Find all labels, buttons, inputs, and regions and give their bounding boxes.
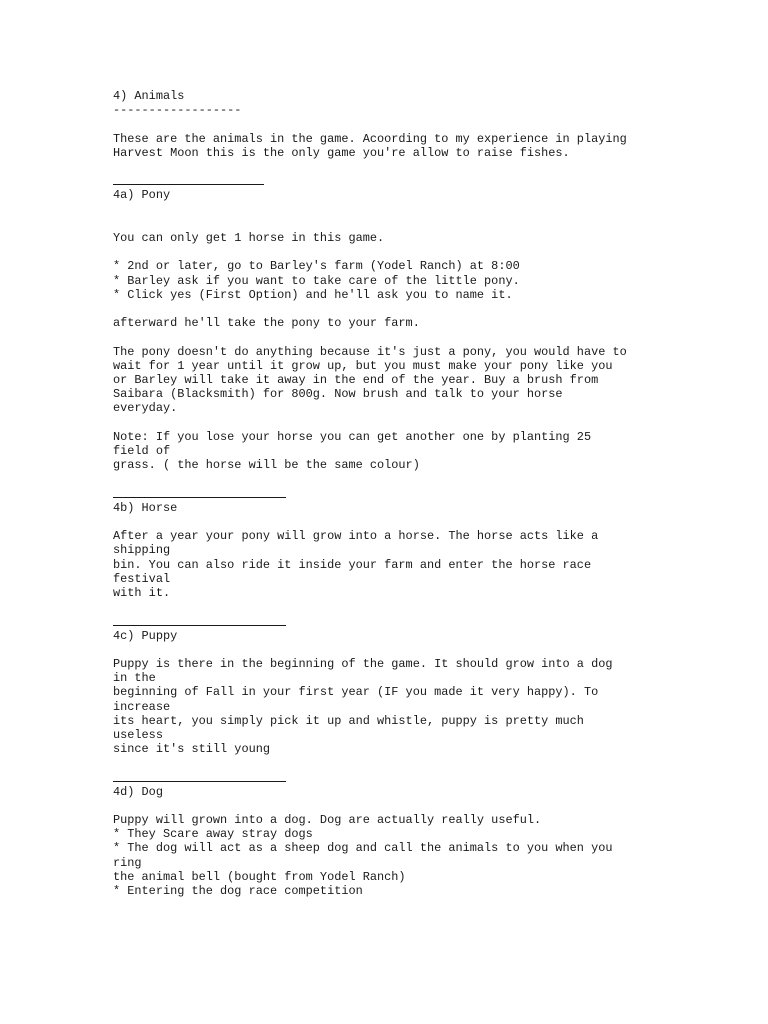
spacer (113, 799, 673, 813)
pony-note: Note: If you lose your horse you can get another one by planting 25 (113, 429, 592, 444)
divider (113, 487, 673, 501)
spacer (113, 302, 673, 316)
puppy-text: since it's still young (113, 742, 270, 757)
section-title-underline: ------------------ (113, 103, 242, 118)
horse-text: with it. (113, 585, 171, 600)
pony-note: grass. ( the horse will be the same colour) (113, 458, 420, 473)
divider-rule (113, 625, 286, 626)
pony-step: * 2nd or later, go to Barley's farm (Yodel Ranch) at 8:00 (113, 259, 520, 274)
horse-text: After a year your pony will grow into a horse. The horse acts like a (113, 529, 599, 544)
divider (113, 174, 673, 188)
spacer (113, 600, 673, 614)
spacer (113, 330, 673, 344)
puppy-text: beginning of Fall in your first year (IF you made it very happy). To (113, 685, 599, 700)
spacer (113, 643, 673, 657)
spacer (113, 245, 673, 259)
intro-line: Harvest Moon this is the only game you're allow to raise fishes. (113, 145, 570, 160)
pony-text: everyday. (113, 401, 178, 416)
subsection-heading-dog: 4d) Dog (113, 784, 163, 799)
intro-line: These are the animals in the game. Acoording to my experience in playing (113, 131, 627, 146)
subsection-heading-pony: 4a) Pony (113, 188, 171, 203)
pony-text: afterward he'll take the pony to your farm. (113, 316, 420, 331)
spacer (113, 515, 673, 529)
pony-note: field of (113, 443, 171, 458)
dog-text: * Entering the dog race competition (113, 884, 363, 899)
pony-step: * Barley ask if you want to take care of the little pony. (113, 273, 520, 288)
pony-step: * Click yes (First Option) and he'll ask you to name it. (113, 287, 513, 302)
pony-text: The pony doesn't do anything because it's just a pony, you would have to (113, 344, 627, 359)
dog-text: ring (113, 855, 142, 870)
spacer (113, 472, 673, 486)
document-page (113, 89, 673, 898)
divider-rule (113, 781, 286, 782)
horse-text: shipping (113, 543, 171, 558)
pony-text: or Barley will take it away in the end of the year. Buy a brush from (113, 372, 599, 387)
spacer (113, 416, 673, 430)
divider (113, 614, 673, 628)
dog-text: * They Scare away stray dogs (113, 827, 313, 842)
horse-text: bin. You can also ride it inside your farm and enter the horse race (113, 557, 592, 572)
puppy-text: its heart, you simply pick it up and whistle, puppy is pretty much (113, 713, 584, 728)
pony-text: Saibara (Blacksmith) for 800g. Now brush and talk to your horse (113, 387, 563, 402)
puppy-text: useless (113, 727, 163, 742)
dog-text: * The dog will act as a sheep dog and call the animals to you when you (113, 841, 613, 856)
spacer (113, 160, 673, 174)
dog-text: Puppy will grown into a dog. Dog are actually really useful. (113, 813, 542, 828)
pony-text: You can only get 1 horse in this game. (113, 230, 385, 245)
subsection-heading-puppy: 4c) Puppy (113, 628, 178, 643)
divider-rule (113, 497, 286, 498)
puppy-text: Puppy is there in the beginning of the game. It should grow into a dog (113, 656, 613, 671)
divider-rule (113, 184, 264, 185)
spacer (113, 203, 673, 217)
section-title: 4) Animals (113, 89, 185, 103)
puppy-text: increase (113, 699, 171, 714)
divider (113, 771, 673, 785)
spacer (113, 117, 673, 131)
puppy-text: in the (113, 671, 156, 686)
horse-text: festival (113, 571, 171, 586)
pony-text: wait for 1 year until it grow up, but you must make your pony like you (113, 358, 613, 373)
spacer (113, 756, 673, 770)
dog-text: the animal bell (bought from Yodel Ranch) (113, 869, 406, 884)
subsection-heading-horse: 4b) Horse (113, 500, 178, 515)
spacer (113, 217, 673, 231)
